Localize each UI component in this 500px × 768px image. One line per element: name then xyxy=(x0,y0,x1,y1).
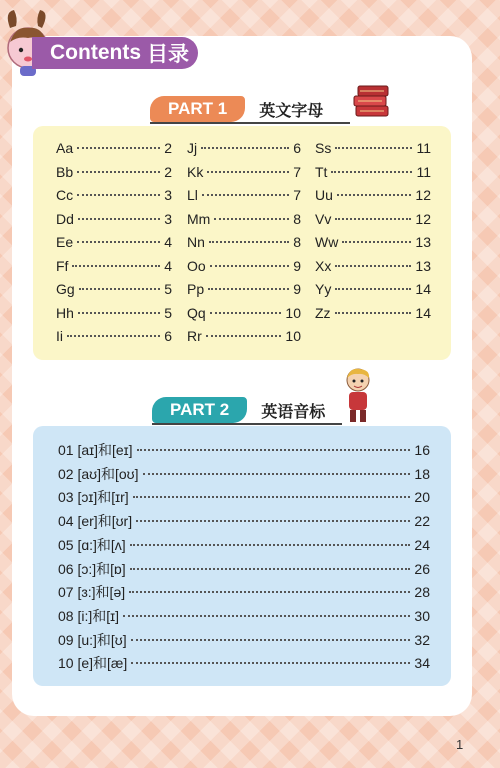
letter-page-number: 7 xyxy=(293,187,301,203)
phonetic-label: 02 [aʊ]和[oʊ] xyxy=(58,465,139,482)
letter-entry xyxy=(315,140,431,156)
phonetic-label: 05 [ɑ:]和[ʌ] xyxy=(58,536,126,553)
dot-leader xyxy=(209,241,289,243)
letter-label: Nn xyxy=(187,234,205,250)
letter-label: Rr xyxy=(187,328,202,344)
letter-entry xyxy=(56,281,172,297)
dot-leader xyxy=(342,241,411,243)
letter-page-number: 9 xyxy=(293,281,301,297)
letter-page-number: 7 xyxy=(293,163,301,180)
dot-leader xyxy=(201,147,289,149)
letter-entry xyxy=(187,140,301,156)
dot-leader xyxy=(78,218,160,220)
part2-heading xyxy=(152,397,325,423)
dot-leader xyxy=(202,194,289,196)
letter-label: Kk xyxy=(187,163,204,180)
letter-entry xyxy=(187,187,301,203)
letter-page-number: 3 xyxy=(164,210,172,227)
letter-label: Vv xyxy=(315,210,332,227)
letter-page-number: 5 xyxy=(164,304,172,321)
dot-leader xyxy=(78,312,160,314)
part1-tab: PART 1 xyxy=(150,96,245,122)
phonetic-label: 08 [i:]和[ɪ] xyxy=(58,607,120,624)
letter-entry xyxy=(56,328,172,344)
dot-leader xyxy=(130,568,411,570)
dot-leader xyxy=(214,218,289,220)
letter-label: Pp xyxy=(187,281,205,297)
phonetic-entry xyxy=(58,535,430,555)
letter-label: Ee xyxy=(56,234,74,250)
letter-page-number: 11 xyxy=(416,140,431,156)
phonetic-page-number: 16 xyxy=(414,442,430,458)
letter-entry xyxy=(56,234,172,250)
part1-underline xyxy=(150,122,350,124)
letter-entry xyxy=(56,187,172,203)
letter-entry xyxy=(56,140,172,156)
part2-underline xyxy=(152,423,342,425)
phonetic-entry xyxy=(58,606,430,626)
dot-leader xyxy=(335,288,411,290)
dot-leader xyxy=(207,171,289,173)
dot-leader xyxy=(335,218,411,220)
phonetic-page-number: 30 xyxy=(414,607,430,624)
phonetic-page-number: 20 xyxy=(414,489,430,506)
letter-page-number: 13 xyxy=(415,234,431,250)
letter-label: Aa xyxy=(56,140,74,156)
phonetic-entry xyxy=(58,487,430,507)
contents-banner xyxy=(32,37,198,69)
dot-leader xyxy=(335,265,411,267)
part2-title: 英语音标 xyxy=(261,403,326,421)
letter-entry xyxy=(315,258,431,274)
dot-leader xyxy=(208,288,289,290)
letter-entry xyxy=(56,164,172,180)
phonetic-entry xyxy=(58,440,430,460)
letter-entry xyxy=(56,211,172,227)
phonetic-label: 03 [ɔɪ]和[ɪr] xyxy=(58,489,129,506)
phonetic-page-number: 22 xyxy=(414,513,430,530)
phonetic-label: 10 [e]和[æ] xyxy=(58,655,128,672)
letter-entry xyxy=(187,328,301,344)
phonetic-page-number: 26 xyxy=(414,560,430,577)
dot-leader xyxy=(335,312,412,314)
dot-leader xyxy=(72,265,160,267)
dot-leader xyxy=(131,662,410,664)
page-number: 1 xyxy=(456,737,464,752)
dot-leader xyxy=(337,194,412,196)
letter-label: Ii xyxy=(56,328,63,344)
letter-entry xyxy=(315,187,431,203)
dot-leader xyxy=(123,615,410,617)
books-icon xyxy=(350,82,392,122)
boy-mascot-icon xyxy=(340,366,376,424)
phonetic-page-number: 32 xyxy=(414,631,430,648)
part1-heading xyxy=(150,96,323,122)
phonetic-entry xyxy=(58,464,430,484)
letter-entry xyxy=(187,281,301,297)
letter-page-number: 3 xyxy=(164,187,172,203)
letter-page-number: 6 xyxy=(293,140,301,156)
letter-page-number: 11 xyxy=(416,163,431,180)
letter-label: Zz xyxy=(315,304,331,321)
letter-label: Bb xyxy=(56,163,74,180)
letter-label: Uu xyxy=(315,187,333,203)
letter-entry xyxy=(315,234,431,250)
phonetic-entry xyxy=(58,511,430,531)
phonetic-label: 09 [u:]和[ʊ] xyxy=(58,631,127,648)
letter-page-number: 5 xyxy=(164,281,172,297)
letter-page-number: 2 xyxy=(164,163,172,180)
letter-label: Mm xyxy=(187,210,211,227)
dot-leader xyxy=(335,147,412,149)
letter-page-number: 9 xyxy=(293,257,301,274)
letter-label: Ll xyxy=(187,187,198,203)
letter-label: Hh xyxy=(56,304,74,321)
letter-page-number: 4 xyxy=(164,234,172,250)
dot-leader xyxy=(210,312,282,314)
letter-page-number: 12 xyxy=(415,187,431,203)
dot-leader xyxy=(77,147,160,149)
letter-entry xyxy=(56,305,172,321)
letter-label: Xx xyxy=(315,257,332,274)
letter-entry xyxy=(187,234,301,250)
letter-page-number: 12 xyxy=(415,210,431,227)
phonetic-page-number: 24 xyxy=(414,536,430,553)
phonetic-page-number: 34 xyxy=(414,655,430,672)
dot-leader xyxy=(129,591,410,593)
letter-entry xyxy=(315,305,431,321)
letter-label: Qq xyxy=(187,304,206,321)
letter-page-number: 6 xyxy=(164,328,172,344)
letter-entry xyxy=(315,281,431,297)
dot-leader xyxy=(210,265,290,267)
letter-page-number: 13 xyxy=(415,257,431,274)
letter-page-number: 4 xyxy=(164,257,172,274)
letter-page-number: 2 xyxy=(164,140,172,156)
letter-page-number: 8 xyxy=(293,234,301,250)
phonetic-page-number: 28 xyxy=(414,584,430,601)
phonetic-entry xyxy=(58,653,430,673)
dot-leader xyxy=(143,473,411,475)
phonetic-page-number: 18 xyxy=(414,465,430,482)
letter-page-number: 10 xyxy=(285,304,301,321)
letter-page-number: 14 xyxy=(415,281,431,297)
letter-page-number: 10 xyxy=(285,328,301,344)
dot-leader xyxy=(77,241,160,243)
letter-label: Tt xyxy=(315,163,328,180)
phonetic-label: 01 [aɪ]和[eɪ] xyxy=(58,442,133,458)
dot-leader xyxy=(79,288,161,290)
letter-label: Oo xyxy=(187,257,206,274)
dot-leader xyxy=(331,171,412,173)
letter-label: Jj xyxy=(187,140,198,156)
letter-label: Gg xyxy=(56,281,75,297)
phonetic-entry xyxy=(58,582,430,602)
letter-entry xyxy=(56,258,172,274)
letter-label: Cc xyxy=(56,187,74,203)
dot-leader xyxy=(130,544,411,546)
phonetic-label: 06 [ɔ:]和[ɒ] xyxy=(58,560,126,577)
phonetic-label: 04 [er]和[ʊr] xyxy=(58,513,133,530)
letter-label: Ff xyxy=(56,257,69,274)
contents-title-en: Contents xyxy=(50,41,141,64)
phonetic-entry xyxy=(58,630,430,650)
part2-tab: PART 2 xyxy=(152,397,247,423)
letter-entry xyxy=(187,305,301,321)
dot-leader xyxy=(67,335,160,337)
contents-title-cn: 目录 xyxy=(147,43,189,66)
dot-leader xyxy=(133,496,411,498)
dot-leader xyxy=(77,171,160,173)
letter-entry xyxy=(315,211,431,227)
part1-title: 英文字母 xyxy=(259,102,324,120)
phonetic-entry xyxy=(58,559,430,579)
letter-entry xyxy=(187,211,301,227)
letter-page-number: 14 xyxy=(415,304,431,321)
letter-entry xyxy=(187,258,301,274)
letter-label: Yy xyxy=(315,281,332,297)
dot-leader xyxy=(137,449,411,451)
letter-label: Ww xyxy=(315,234,339,250)
dot-leader xyxy=(77,194,160,196)
letter-entry xyxy=(315,164,431,180)
dot-leader xyxy=(131,639,411,641)
letter-page-number: 8 xyxy=(293,210,301,227)
dot-leader xyxy=(206,335,282,337)
dot-leader xyxy=(136,520,410,522)
phonetic-label: 07 [ɜ:]和[ə] xyxy=(58,584,126,601)
letter-label: Dd xyxy=(56,210,74,227)
letter-label: Ss xyxy=(315,140,332,156)
letter-entry xyxy=(187,164,301,180)
